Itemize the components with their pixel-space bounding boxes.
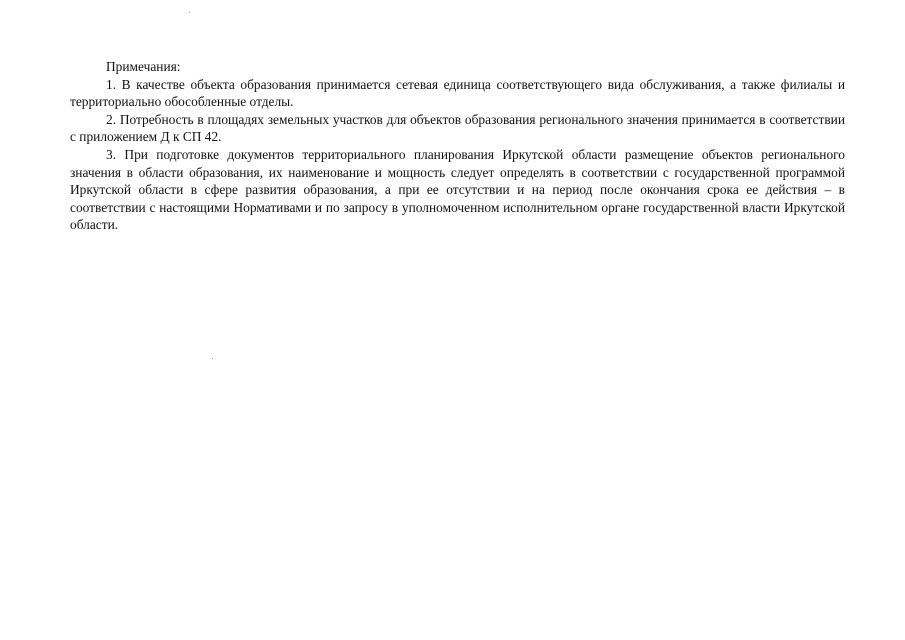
note-item-3: 3. При подготовке документов территориального планирования Иркутской области размещение объектов регионального значения в области образования, их наименование и мощность следует определять в соответствии с государственной программой Иркутской области в сфере развития образования, а при ее отсутствии и на период после окончания срока ее действия – в соответствии с настоящими Нормативами и по запросу в уполномоченном исполнительном органе государственной власти Иркутской области. — [70, 146, 845, 233]
scan-speck — [189, 12, 190, 13]
note-item-1: 1. В качестве объекта образования принимается сетевая единица соответствующего вида обслуживания, а также филиалы и территориально обособленные отделы. — [70, 76, 845, 110]
scan-speck — [212, 358, 213, 359]
notes-heading: Примечания: — [106, 59, 181, 74]
notes-block — [70, 58, 845, 234]
note-item-2: 2. Потребность в площадях земельных участков для объектов образования регионального значения принимается в соответствии с приложением Д к СП 42. — [70, 111, 845, 145]
